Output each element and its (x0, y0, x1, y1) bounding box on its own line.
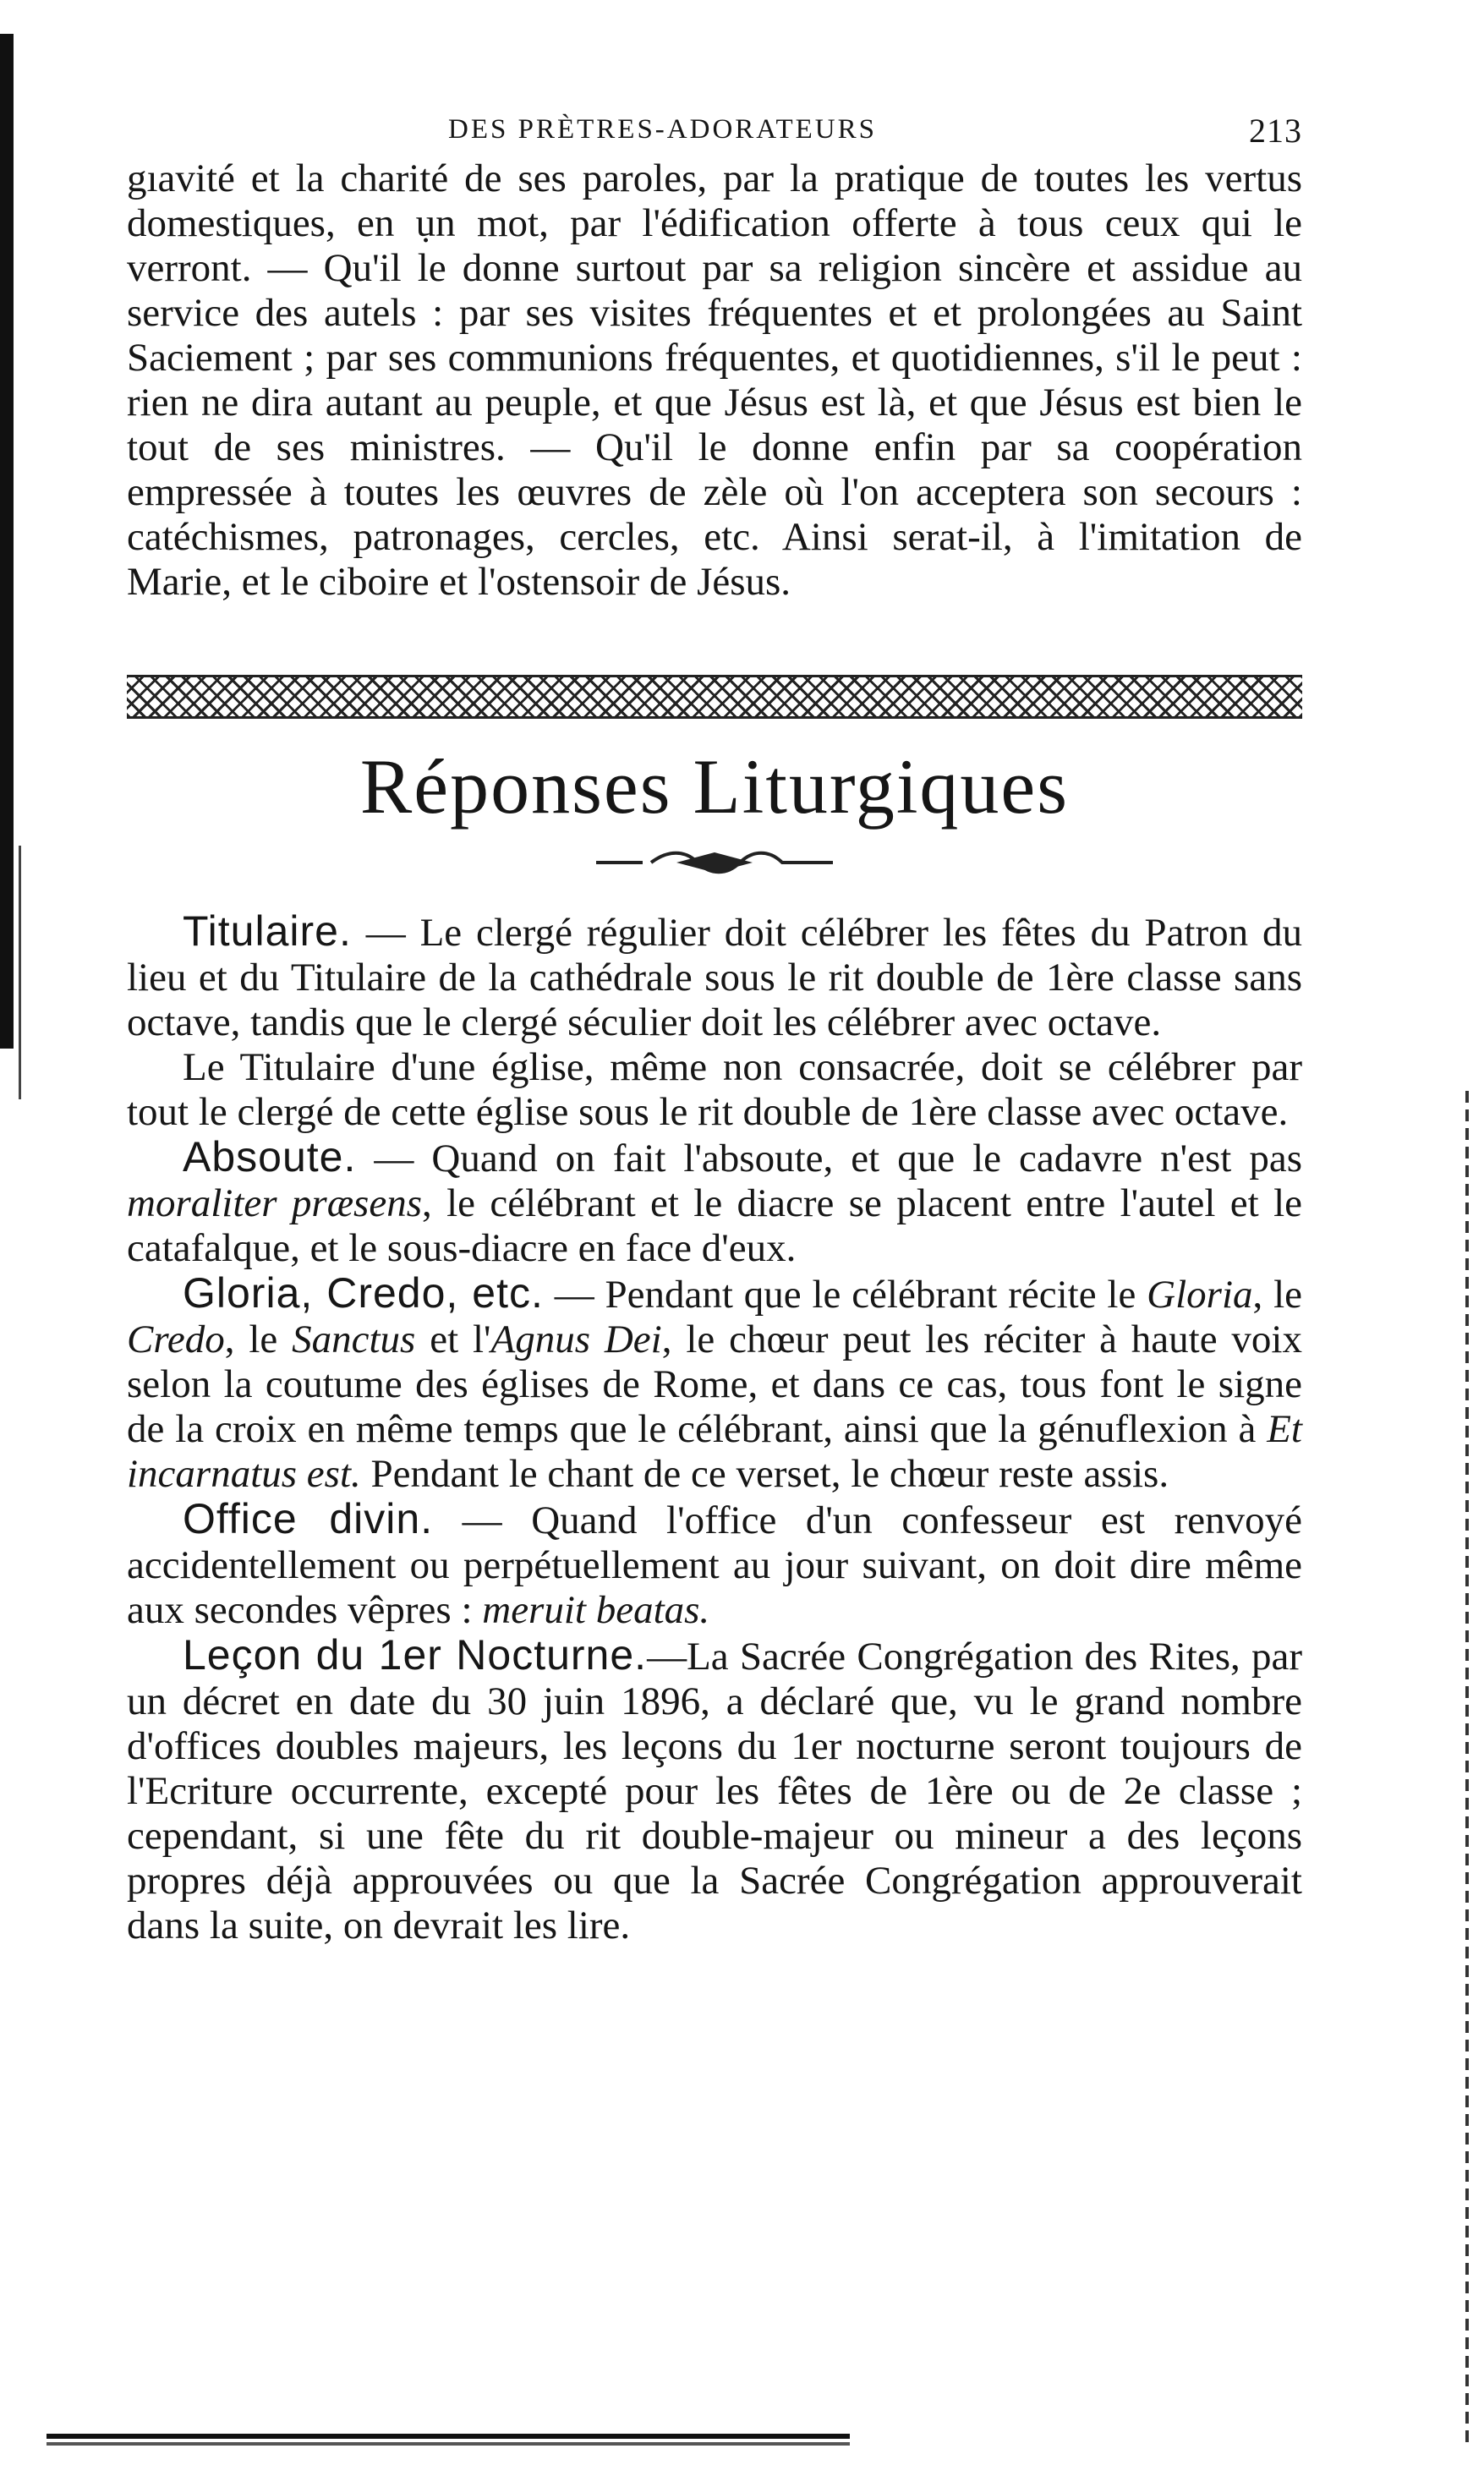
term-titulaire: Titulaire. (183, 907, 352, 955)
term-office: Office divin. (183, 1495, 434, 1542)
absoute-text-2: , le célébrant et le diacre se placent entre l'autel et le catafalque, et le sous-diacre en face d'eux. (127, 1181, 1303, 1270)
titulaire-text: — Le clergé régulier doit célébrer les fêtes du Patron du lieu et du Titulaire de la cathédrale sous le rit double de 1ère classe sans octave, tandis que le clergé séculier doit les célébrer avec octave. (127, 911, 1302, 1044)
office-italic: meruit beatas. (482, 1588, 710, 1632)
scan-bottom-edge-2 (47, 2442, 850, 2446)
entry-office (127, 1497, 1302, 1633)
section-title: Réponses Liturgiques (359, 743, 1070, 830)
scan-bottom-edge (47, 2434, 850, 2439)
scan-edge-shadow (0, 34, 14, 1049)
entry-gloria (127, 1271, 1302, 1497)
term-absoute: Absoute. (183, 1133, 357, 1180)
term-gloria: Gloria, Credo, etc. (183, 1269, 544, 1317)
office-text-1: — Quand l'office d'un confesseur est renvoyé accidentellement ou perpétuellement au jour suivant, on doit dire même aux secondes vêpres : (127, 1498, 1302, 1632)
running-title: DES PRÈTRES-ADORATEURS (448, 114, 877, 145)
gloria-italic-1: Gloria (1147, 1273, 1253, 1317)
gloria-text-5: , le chœur peut les réciter à haute voix selon la coutume des églises de Rome, et dans ce cas, tous font le signe de la croix en même temps que le célébrant, ainsi que la génuflexion à (127, 1317, 1302, 1451)
entry-titulaire-2: Le Titulaire d'une église, même non consacrée, doit se célébrer par tout le clergé de cette église sous le rit double de 1ère classe avec octave. (127, 1045, 1302, 1134)
gloria-italic-3: Sanctus (292, 1317, 416, 1361)
lecon-text: —La Sacrée Congrégation des Rites, par un décret en date du 30 juin 1896, a déclaré que, vu le grand nombre d'offices doubles majeurs, les leçons du 1er nocturne seront toujours de l'Ecriture occurrente, excepté pour les fêtes de 1ère ou de 2e classe ; cependant, si une fête du rit double-majeur ou mineur a des leçons propres déjà approuvées ou que la Sacrée Congrégation approuverait dans la suite, on devrait les lire. (127, 1635, 1303, 1947)
absoute-italic: moraliter præsens (127, 1181, 423, 1225)
flourish-ornament (592, 846, 837, 879)
gloria-text-6: Pendant le chant de ce verset, le chœur reste assis. (360, 1452, 1169, 1496)
entry-lecon (127, 1633, 1302, 1948)
gloria-text-4: et l' (415, 1317, 491, 1361)
running-header (127, 114, 1302, 148)
gloria-italic-2: Credo (127, 1317, 225, 1361)
entry-titulaire (127, 909, 1302, 1045)
gloria-text-1: — Pendant que le célébrant récite le (543, 1273, 1147, 1317)
absoute-text-1: — Quand on fait l'absoute, et que le cadavre n'est pas (356, 1137, 1302, 1180)
term-lecon: Leçon du 1er Nocturne. (183, 1631, 648, 1679)
liturgical-entries (127, 909, 1302, 1948)
ornamental-border (127, 675, 1302, 719)
gloria-text-3: , le (224, 1317, 293, 1361)
continued-paragraph: gıavité et la charité de ses paroles, par la pratique de toutes les vertus domestiques, en ụn mot, par l'édification offerte à tous ceux qui le verront. — Qu'il le donne surtout par sa religion sincère et assidue au service des autels : par ses visites fréquentes et et prolongées au Saint Saciement ; par ses communions fréquentes, et quotidiennes, s'il le peut : rien ne dira autant au peuple, et que Jésus est là, et que Jésus est bien le tout de ses ministres. — Qu'il le donne enfin par sa coopération empressée à toutes les œuvres de zèle où l'on acceptera son secours : catéchismes, patronages, cercles, etc. Ainsi serat-il, à l'imitation de Marie, et le ciboire et l'ostensoir de Jésus. (127, 156, 1302, 604)
gloria-italic-5: Et incarnatus est. (127, 1407, 1302, 1496)
scan-right-edge (1465, 1091, 1469, 2444)
page-number: 213 (1249, 112, 1302, 150)
gloria-italic-4: Agnus Dei (490, 1317, 662, 1361)
entry-absoute (127, 1135, 1302, 1271)
gloria-text-2: , le (1252, 1273, 1303, 1317)
scan-edge-line (19, 846, 21, 1099)
